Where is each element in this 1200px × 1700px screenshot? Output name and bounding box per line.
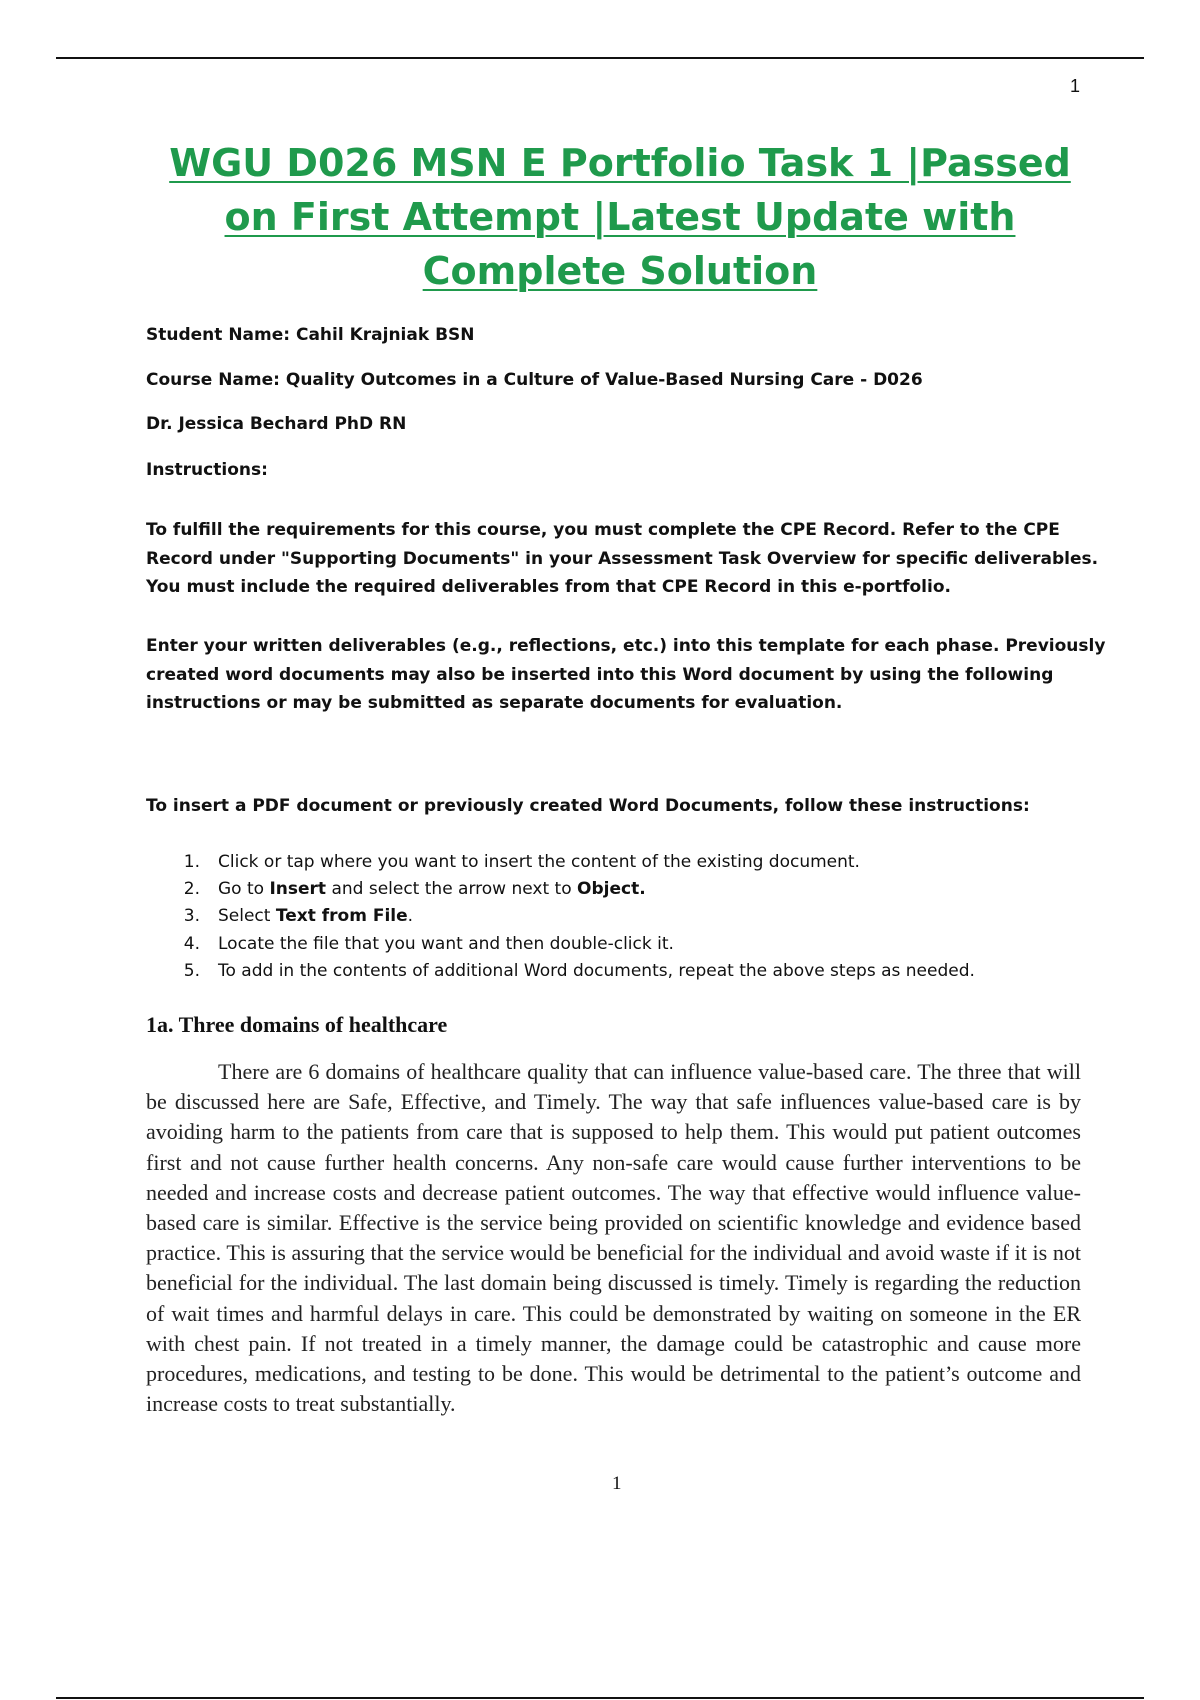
step-number: 4. [183,933,200,954]
insert-steps-list [146,849,975,985]
instructions-paragraph-2: Enter your written deliverables (e.g., reflections, etc.) into this template for each phase. Previously created word documents may also be inserted into this Word document by using the following instructions or may be submitted as separate documents for evaluation. [146,636,1106,713]
step-text: To add in the contents of additional Word documents, repeat the above steps as needed. [218,960,975,981]
step-text: Click or tap where you want to insert the content of the existing document. [218,852,860,872]
step-text-part: Select [218,906,276,927]
section-body: There are 6 domains of healthcare quality that can influence value-based care. The three that will be discussed here are Safe, Effective, and Timely. The way that safe influences value-based care is by avoiding harm to the patients from care that is supposed to help them. This would put patient outcomes first and not cause further health concerns. Any non-safe care would cause further interventions to be needed and increase costs and decrease patient outcomes. The way that effective would influence value-based care is similar. Effective is the service being provided on scientific knowledge and evidence based practice. This is assuring that the service would be beneficial for the individual and avoid waste if it is not beneficial for the individual. The last domain being discussed is timely. Timely is regarding the reduction of wait times and harmful delays in care. This could be demonstrated by waiting on someone in the ER with chest pain. If not treated in a timely manner, the damage could be catastrophic and cause more procedures, medications, and testing to be done. This would be detrimental to the patient’s outcome and increase costs to treat substantially. [146,1059,1081,1417]
section-heading: 1a. Three domains of healthcare [146,1012,448,1037]
step-text-part: Go to [218,879,270,900]
footer-rule [56,1697,1144,1699]
header-page-number: 1 [1070,76,1081,96]
step-number: 3. [183,906,200,927]
list-item [146,903,975,930]
step-text-bold: Object. [577,879,646,900]
list-item [146,876,975,903]
document-title: WGU D026 MSN E Portfolio Task 1 |Passed on First Attempt |Latest Update with Complete Solution [169,141,1071,293]
step-text-part: . [407,906,414,927]
header-rule [56,57,1144,59]
list-item [146,958,975,985]
step-number: 5. [183,960,200,981]
step-text-bold: Insert [269,879,327,900]
instructions-paragraph-1: To fulfill the requirements for this course, you must complete the CPE Record. Refer to the CPE Record under "Supporting Documents" in your Assessment Task Overview for specific deliverables. You must include the required deliverables from that CPE Record in this e-portfolio. [146,520,1099,597]
step-text-bold: Text from File [275,906,408,927]
step-text-part: and select the arrow next to [326,879,578,900]
footer-page-number: 1 [612,1473,622,1494]
step-text [218,876,646,903]
student-name: Student Name: Cahil Krajniak BSN [146,325,475,345]
step-text [218,903,413,930]
instructor-name: Dr. Jessica Bechard PhD RN [146,414,407,434]
insert-instructions-heading: To insert a PDF document or previously created Word Documents, follow these instructions: [146,796,1030,816]
list-item [146,849,975,876]
step-number: 1. [183,852,200,872]
step-number: 2. [183,879,200,900]
instructions-label: Instructions: [146,460,268,480]
step-text: Locate the file that you want and then double-click it. [218,933,674,954]
list-item [146,931,975,958]
course-name: Course Name: Quality Outcomes in a Culture of Value-Based Nursing Care - D026 [146,370,923,390]
